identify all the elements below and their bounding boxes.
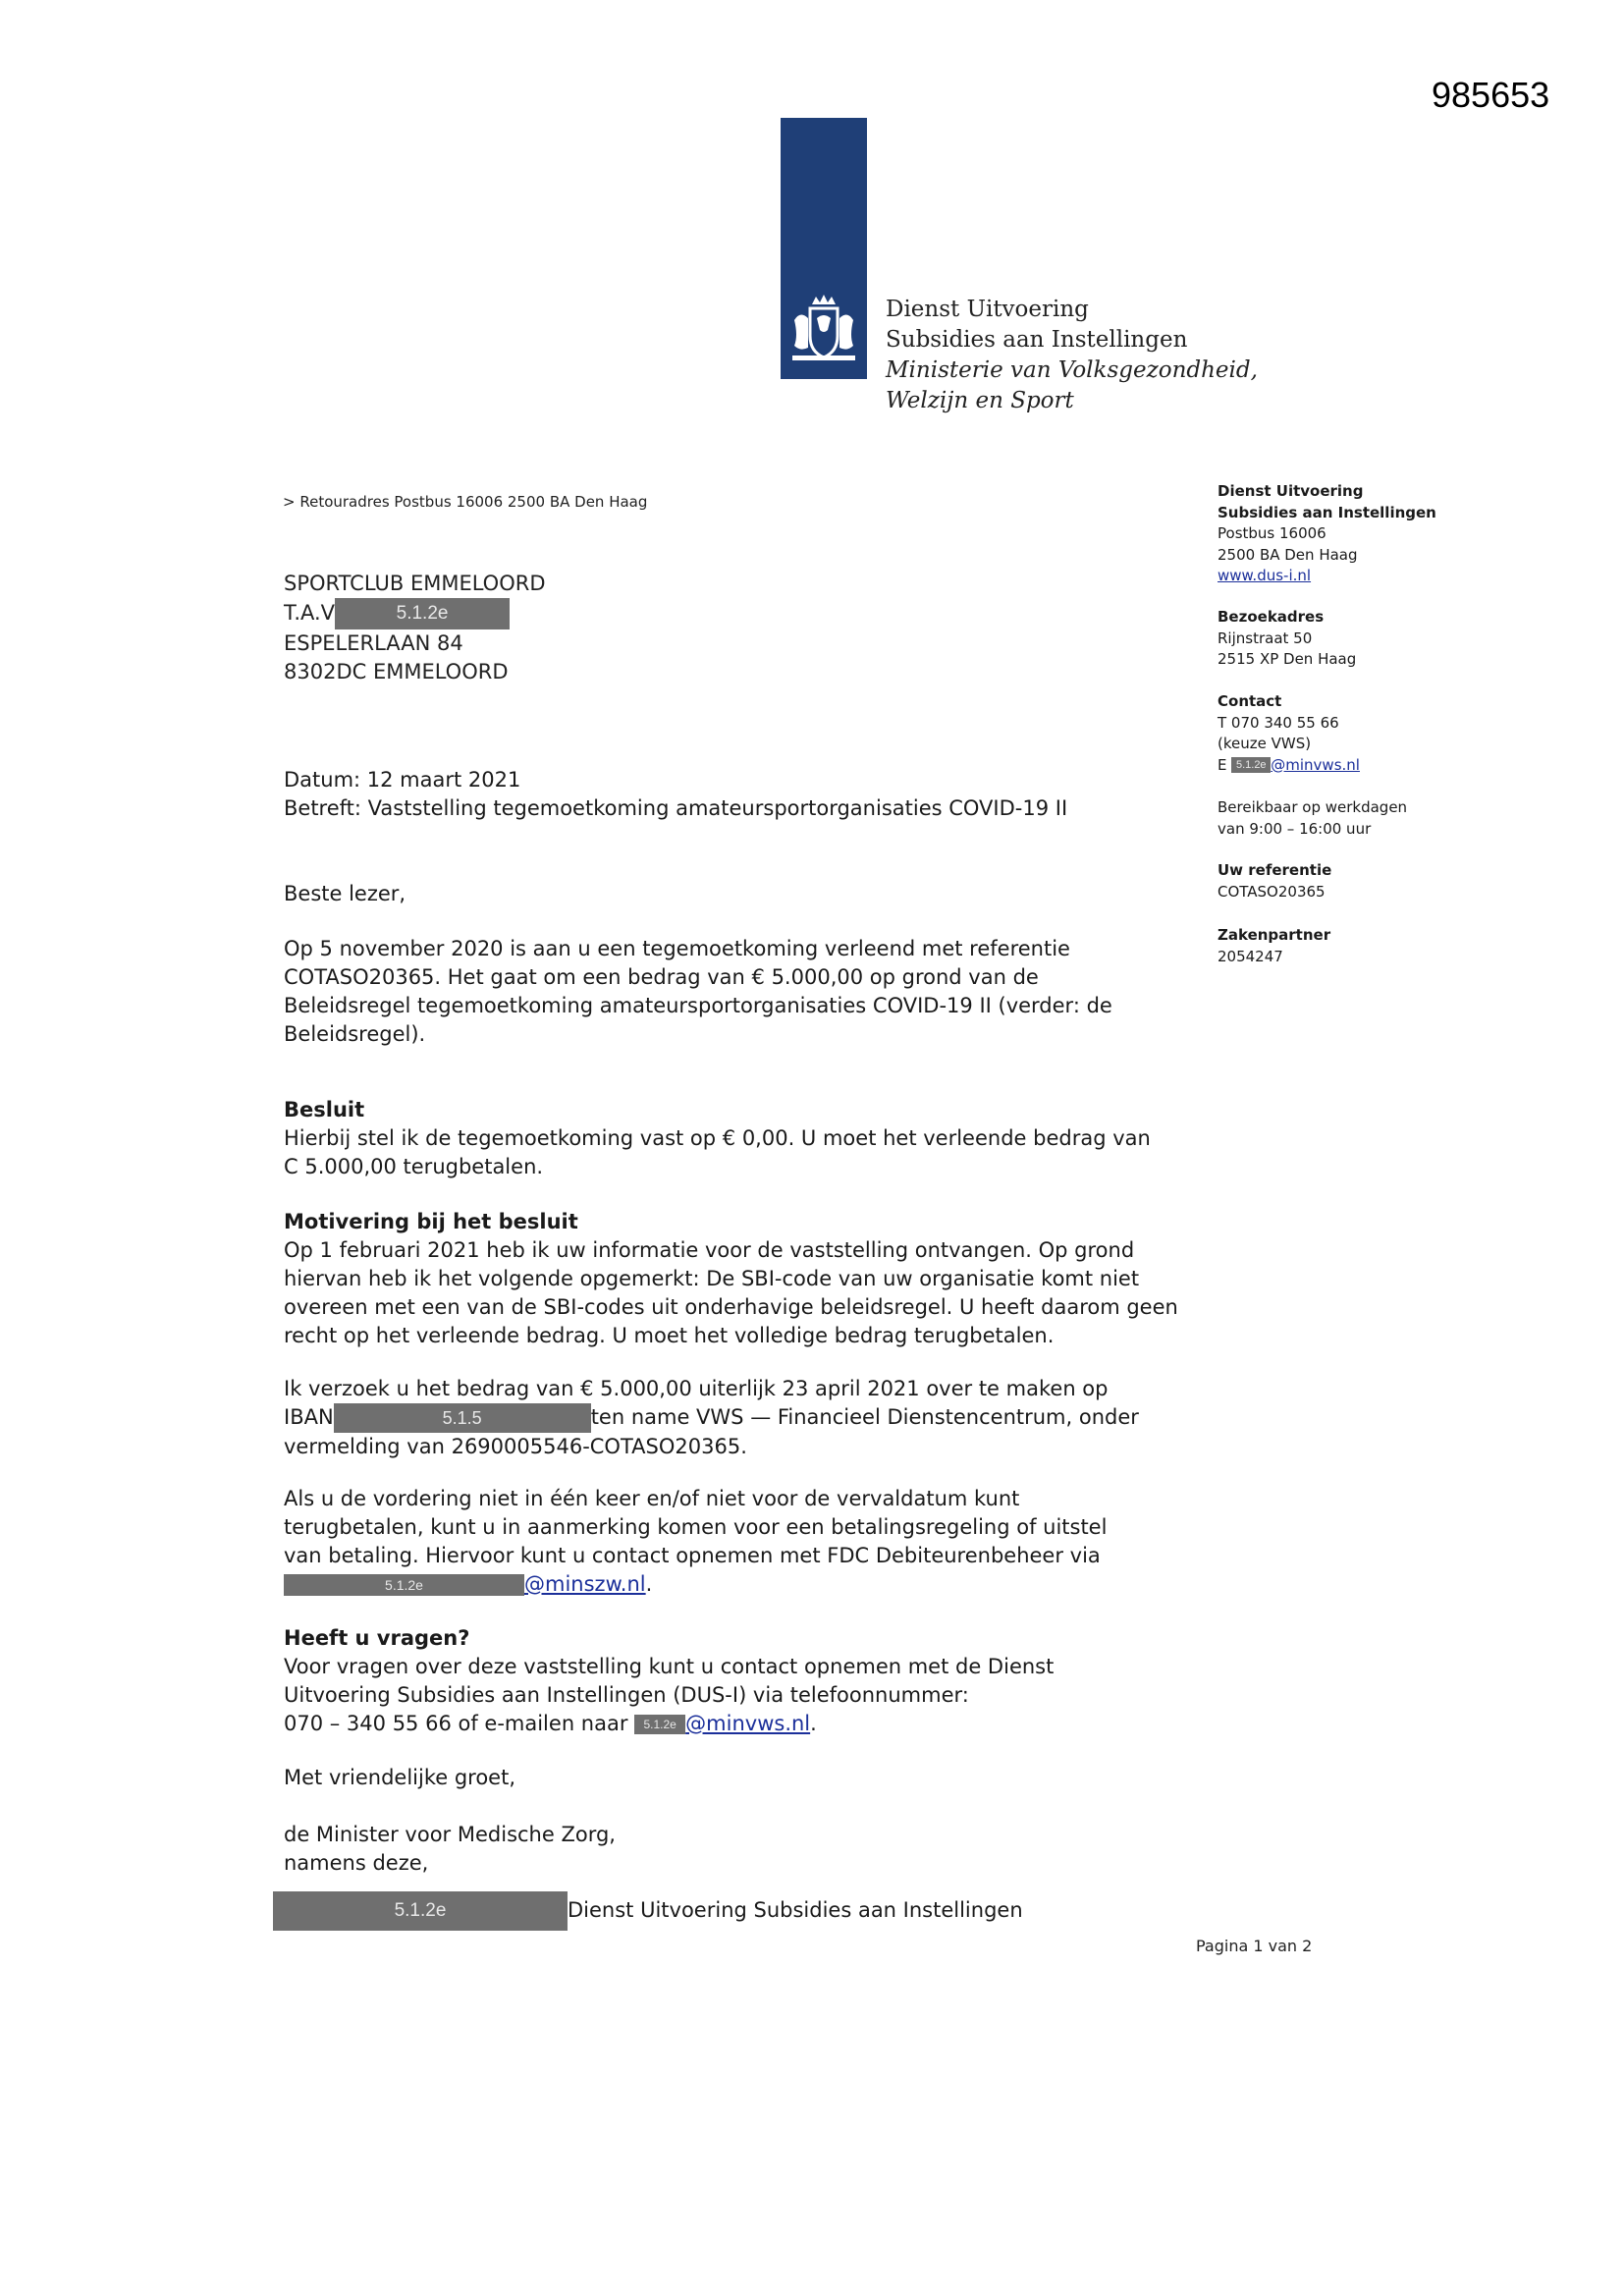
sidebar-visit-city: 2515 XP Den Haag xyxy=(1218,650,1357,668)
closing: Met vriendelijke groet, xyxy=(284,1766,516,1789)
sidebar-partner xyxy=(1218,925,1330,967)
signatory-org: Dienst Uitvoering Subsidies aan Instellingen xyxy=(568,1898,1023,1922)
recipient-tav xyxy=(284,598,546,629)
sidebar-hours-1: Bereikbaar op werkdagen xyxy=(1218,798,1408,816)
iban-label: IBAN xyxy=(284,1405,334,1429)
sidebar-partner-value: 2054247 xyxy=(1218,947,1283,965)
sidebar-email: E 5.1.2e @minvws.nl xyxy=(1218,755,1360,774)
redaction-block: 5.1.2e xyxy=(284,1574,524,1596)
payment-text-1: Ik verzoek u het bedrag van € 5.000,00 uiterlijk 23 april 2021 over te maken op xyxy=(284,1377,1109,1400)
arrangement-text: Als u de vordering niet in één keer en/of niet voor de vervaldatum kunt terugbetalen, kunt u in aanmerking komen voor een betalingsregeling of uitstel van betaling. Hiervoor kunt u contact opnemen met FDC Debiteurenbeheer via xyxy=(284,1487,1108,1567)
logo-line-3: Ministerie van Volksgezondheid, xyxy=(886,357,1258,383)
redaction-block: 5.1.5 xyxy=(334,1403,591,1433)
motivation-heading: Motivering bij het besluit xyxy=(284,1210,578,1233)
sidebar-org-1: Dienst Uitvoering xyxy=(1218,482,1364,500)
sidebar-org-2: Subsidies aan Instellingen xyxy=(1218,503,1436,521)
salutation: Beste lezer, xyxy=(284,882,406,905)
sidebar-contact xyxy=(1218,691,1360,776)
payment-text-3: vermelding van 2690005546-COTASO20365. xyxy=(284,1435,747,1458)
signature-block xyxy=(284,1821,1187,1878)
fdc-email-link[interactable]: @minszw.nl xyxy=(524,1572,646,1596)
logo-line-1: Dienst Uitvoering xyxy=(886,297,1089,322)
fdc-email-line: 5.1.2e @minszw.nl. xyxy=(284,1570,1148,1599)
recipient-block xyxy=(284,570,546,686)
sidebar-phone: T 070 340 55 66 xyxy=(1218,713,1339,732)
questions-text: Voor vragen over deze vaststelling kunt u contact opnemen met de Dienst Uitvoering Subsidies aan Instellingen (DUS-I) via telefoonnummer: xyxy=(284,1655,1055,1707)
payment-section xyxy=(284,1375,1187,1461)
logo-line-4: Welzijn en Sport xyxy=(886,388,1074,413)
questions-heading: Heeft u vragen? xyxy=(284,1626,470,1650)
intro-paragraph: Op 5 november 2020 is aan u een tegemoetkoming verleend met referentie COTASO20365. Het gaat om een bedrag van € 5.000,00 op grond van de Beleidsregel tegemoetkoming amateursportorganisaties COVID-19 II (verder: de Beleidsregel). xyxy=(284,937,1112,1046)
signatory-line xyxy=(273,1891,1023,1931)
decision-text: Hierbij stel ik de tegemoetkoming vast op € 0,00. U moet het verleende bedrag van C 5.000,00 terugbetalen. xyxy=(284,1126,1151,1178)
redaction-block: 5.1.2e xyxy=(1231,757,1271,773)
letter-subject: Betreft: Vaststelling tegemoetkoming amateursportorganisaties COVID-19 II xyxy=(284,796,1068,820)
website-link[interactable]: www.dus-i.nl xyxy=(1218,567,1312,584)
redaction-block: 5.1.2e xyxy=(273,1891,568,1931)
letter-date: Datum: 12 maart 2021 xyxy=(284,768,521,792)
letter-meta xyxy=(284,766,1187,823)
tav-label: T.A.V xyxy=(284,601,336,625)
payment-text-2: ten name VWS — Financieel Dienstencentrum, onder xyxy=(590,1405,1139,1429)
decision-section xyxy=(284,1096,1167,1181)
motivation-text: Op 1 februari 2021 heb ik uw informatie voor de vaststelling ontvangen. Op grond hiervan heb ik het volgende opgemerkt: De SBI-code van uw organisatie komt niet overeen met een van de SBI-codes uit onderhavige beleidsregel. U heeft daarom geen recht op het verleende bedrag. U moet het volledige bedrag terugbetalen. xyxy=(284,1238,1178,1347)
redaction-block: 5.1.2e xyxy=(335,598,510,629)
sidebar-visit-heading: Bezoekadres xyxy=(1218,608,1325,626)
signatory-1: de Minister voor Medische Zorg, xyxy=(284,1823,616,1846)
sidebar-hours-2: van 9:00 – 16:00 uur xyxy=(1218,819,1372,838)
redaction-block: 5.1.2e xyxy=(634,1715,685,1734)
sidebar-reference-heading: Uw referentie xyxy=(1218,861,1332,879)
sidebar-partner-heading: Zakenpartner xyxy=(1218,926,1331,944)
logo-bar xyxy=(781,118,867,379)
coat-of-arms-icon xyxy=(785,291,863,369)
sidebar-hours xyxy=(1218,797,1407,840)
sidebar-phone-note: (keuze VWS) xyxy=(1218,735,1312,752)
payment-iban-line xyxy=(284,1403,1187,1433)
return-address: > Retouradres Postbus 16006 2500 BA Den Haag xyxy=(283,493,648,511)
document-number: 985653 xyxy=(1432,75,1550,115)
page-number: Pagina 1 van 2 xyxy=(1196,1937,1313,1955)
sidebar-sender xyxy=(1218,481,1436,587)
arrangement-section xyxy=(284,1485,1148,1599)
logo-line-2: Subsidies aan Instellingen xyxy=(886,327,1188,353)
recipient-name: SPORTCLUB EMMELOORD xyxy=(284,572,546,595)
sidebar-reference xyxy=(1218,860,1331,902)
sidebar-visit xyxy=(1218,607,1356,671)
sidebar-visit-street: Rijnstraat 50 xyxy=(1218,629,1313,647)
decision-heading: Besluit xyxy=(284,1098,365,1121)
recipient-street: ESPELERLAAN 84 xyxy=(284,631,463,655)
recipient-city: 8302DC EMMELOORD xyxy=(284,660,509,683)
questions-phone-line: 070 – 340 55 66 of e-mailen naar 5.1.2e @minvws.nl. xyxy=(284,1712,817,1735)
sidebar-contact-heading: Contact xyxy=(1218,692,1282,710)
questions-email-link[interactable]: @minvws.nl xyxy=(685,1712,811,1735)
sidebar-postcode: 2500 BA Den Haag xyxy=(1218,545,1358,564)
sidebar-reference-value: COTASO20365 xyxy=(1218,882,1326,901)
sidebar-postbus: Postbus 16006 xyxy=(1218,524,1326,542)
signatory-2: namens deze, xyxy=(284,1851,429,1875)
questions-section xyxy=(284,1624,1148,1738)
logo-text xyxy=(886,295,1258,416)
sidebar-email-link[interactable]: @minvws.nl xyxy=(1271,755,1360,774)
motivation-section xyxy=(284,1208,1187,1350)
